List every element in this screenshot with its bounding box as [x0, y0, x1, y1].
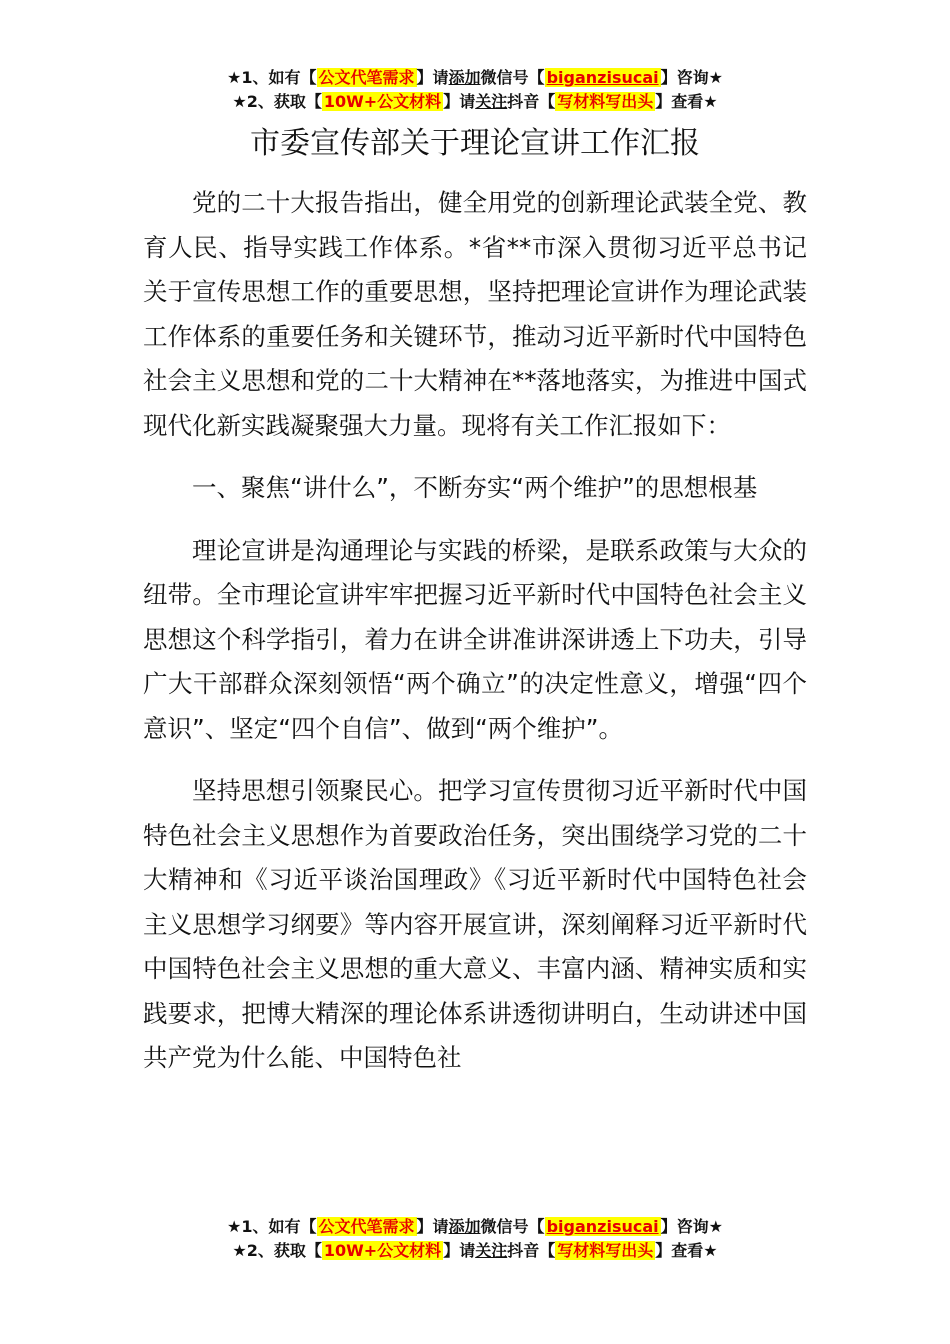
paragraph-3: 坚持思想引领聚民心。把学习宣传贯彻习近平新时代中国特色社会主义思想作为首要政治任务，突出围绕学习党的二十大精神和《习近平谈治国理政》《习近平新时代中国特色社会主义思想学习纲要》等内容开展宣讲，深刻阐释习近平新时代中国特色社会主义思想的重大意义、丰富内涵、精神实质和实践要求，把博大精深的理论体系讲透彻讲明白，生动讲述中国共产党为什么能、中国特色社 [143, 776, 807, 1072]
paragraph-2: 理论宣讲是沟通理论与实践的桥梁，是联系政策与大众的纽带。全市理论宣讲牢牢把握习近平新时代中国特色社会主义思想这个科学指引，着力在讲全讲准讲深讲透上下功夫，引导广大干部群众深刻领悟“两个确立”的决定性意义，增强“四个意识”、坚定“四个自信”、做到“两个维护”。 [143, 535, 807, 743]
highlight-service: 公文代笔需求 [318, 68, 415, 87]
section-heading-1: 一、聚焦“讲什么”，不断夯实“两个维护”的思想根基 [192, 473, 758, 502]
promo-line-2: ★2、获取【 10W+公文材料 】请关注抖音【 写材料写出头 】查看★ [232, 92, 718, 111]
highlight-douyin: 写材料写出头 [557, 92, 654, 111]
promo-line-1: ★1、如有【 公文代笔需求 】请添加微信号【 biganzisucai 】咨询★ [227, 68, 723, 87]
highlight-materials: 10W+公文材料 [323, 92, 442, 111]
document-title: 市委宣传部关于理论宣讲工作汇报 [250, 126, 700, 161]
header-promo-banner [0, 66, 950, 114]
wechat-id-link[interactable]: biganzisucai [546, 1217, 659, 1236]
wechat-id-link[interactable]: biganzisucai [546, 68, 659, 87]
footer-promo-banner [0, 1215, 950, 1263]
document-body [143, 181, 807, 1099]
promo-line-2: ★2、获取【 10W+公文材料 】请关注抖音【 写材料写出头 】查看★ [232, 1241, 718, 1260]
highlight-douyin: 写材料写出头 [557, 1241, 654, 1260]
paragraph-intro: 党的二十大报告指出，健全用党的创新理论武装全党、教育人民、指导实践工作体系。*省**市深入贯彻习近平总书记关于宣传思想工作的重要思想，坚持把理论宣讲作为理论武装工作体系的重要任务和关键环节，推动习近平新时代中国特色社会主义思想和党的二十大精神在**落地落实，为推进中国式现代化新实践凝聚强大力量。现将有关工作汇报如下： [143, 188, 807, 440]
highlight-materials: 10W+公文材料 [323, 1241, 442, 1260]
promo-line-1: ★1、如有【 公文代笔需求 】请添加微信号【 biganzisucai 】咨询★ [227, 1217, 723, 1236]
highlight-service: 公文代笔需求 [318, 1217, 415, 1236]
